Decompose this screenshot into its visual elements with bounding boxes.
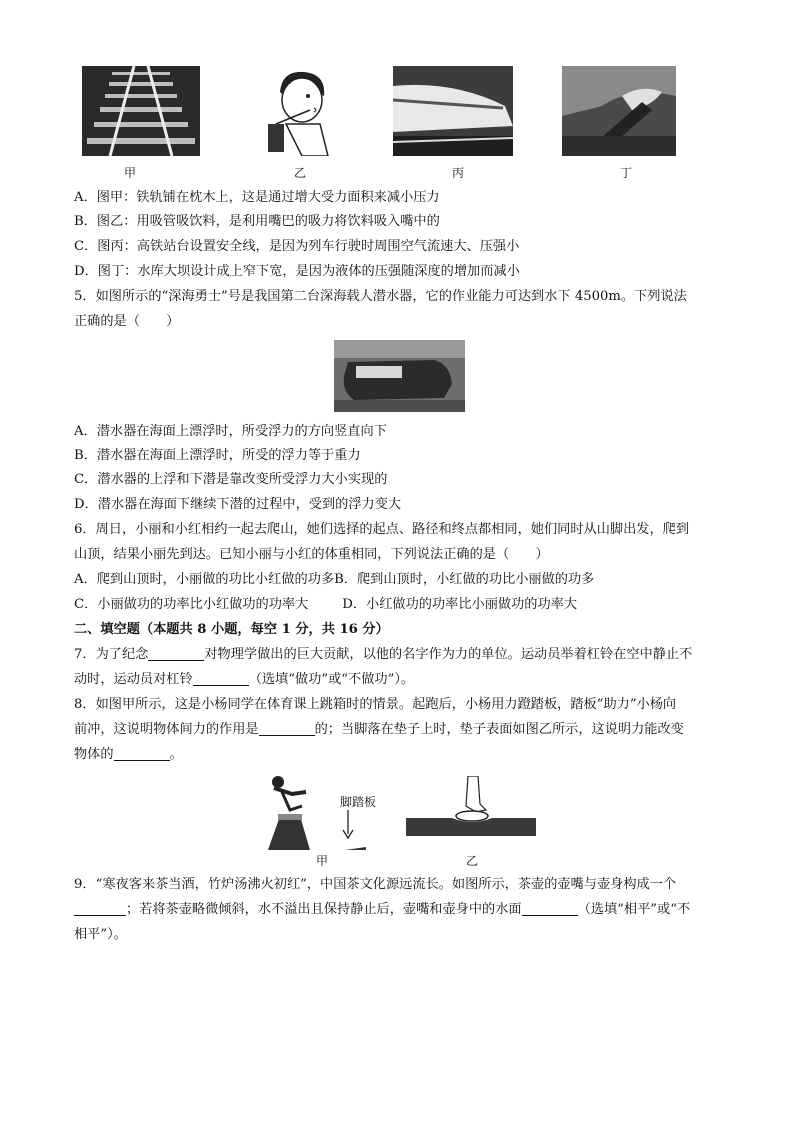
caption-ding: 丁	[619, 166, 632, 180]
dam-illustration	[562, 66, 676, 156]
figure-submersible	[334, 340, 465, 412]
caption-bing: 丙	[451, 166, 464, 180]
q5-option-b: B．潜水器在海面上漂浮时，所受的浮力等于重力	[74, 448, 361, 463]
q8-blank-2	[114, 746, 170, 761]
q6-option-b: B．爬到山顶时，小红做的功比小丽做的功多	[334, 572, 595, 587]
section-2-title: 二、填空题（本题共 8 小题，每空 1 分，共 16 分）	[74, 622, 389, 637]
q6-option-c: C．小丽做功的功率比小红做功的功率大	[74, 597, 309, 612]
q4-option-b: B．图乙：用吸管吸饮料，是利用嘴巴的吸力将饮料吸入嘴中的	[74, 214, 440, 229]
q8-text-d: 。	[169, 747, 183, 762]
q7-line2	[74, 670, 734, 690]
railway-illustration	[82, 66, 200, 156]
caption-q8-jia: 甲	[315, 854, 328, 868]
caption-yi: 乙	[293, 166, 306, 180]
figure-vault-jump	[262, 772, 318, 852]
q4-option-a: A．图甲：铁轨铺在枕木上，这是通过增大受力面积来减小压力	[74, 190, 440, 205]
q9-text-a: ；若将茶壶略微倾斜，水不溢出且保持静止后，壶嘴和壶身中的水面	[126, 902, 522, 917]
q9-blank-2	[522, 901, 578, 916]
q8-text-b: 的；当脚落在垫子上时，垫子表面如图乙所示，这说明力能改变	[314, 722, 684, 737]
q7-blank-2	[193, 671, 249, 686]
q5-stem-line2: 正确的是（ ）	[74, 314, 180, 329]
q6-option-a: A．爬到山顶时，小丽做的功比小红做的功多	[74, 572, 335, 587]
footboard-shape	[334, 840, 366, 850]
q9-blank-1	[74, 901, 126, 916]
figure-bullet-train	[393, 66, 513, 156]
q7-text-d: （选填“做功”或“不做功”）。	[248, 672, 415, 687]
q8-text-a: 前冲，这说明物体间力的作用是	[74, 722, 259, 737]
figure-boy-drinking	[262, 64, 336, 156]
q5-option-a: A．潜水器在海面上漂浮时，所受浮力的方向竖直向下	[74, 424, 387, 439]
q5-stem-line1: 5．如图所示的“深海勇士”号是我国第二台深海载人潜水器，它的作业能力可达到水下 4500m。下列说法	[74, 289, 687, 304]
q5-option-d: D．潜水器在海面下继续下潜的过程中，受到的浮力变大	[74, 497, 402, 512]
q6-options-ab	[74, 570, 734, 590]
q7-line1	[74, 645, 734, 665]
q8-line2	[74, 720, 734, 740]
train-illustration	[393, 66, 513, 156]
q7-blank-1	[148, 646, 204, 661]
figure-dam	[562, 66, 676, 156]
boy-straw-illustration	[262, 64, 336, 156]
q9-line1: 9．“寒夜客来茶当酒，竹炉汤沸火初红”，中国茶文化源远流长。如图所示，茶壶的壶嘴与壶身构成一个	[74, 877, 677, 892]
q9-text-b: （选填“相平”或“不	[577, 902, 691, 917]
q5-option-c: C．潜水器的上浮和下潜是靠改变所受浮力大小实现的	[74, 472, 388, 487]
caption-q8-yi: 乙	[465, 854, 478, 868]
q6-stem-line1: 6．周日，小丽和小红相约一起去爬山，她们选择的起点、路径和终点都相同，她们同时从山脚出发，爬到	[74, 522, 690, 537]
q8-line1: 8．如图甲所示，这是小杨同学在体育课上跳箱时的情景。起跑后，小杨用力蹬踏板，踏板“助力”小杨向	[74, 697, 677, 712]
q6-option-d: D．小红做功的功率比小丽做功的功率大	[342, 597, 578, 612]
vault-illustration	[262, 772, 318, 852]
mat-illustration	[406, 776, 536, 838]
submersible-illustration	[334, 340, 465, 412]
fig-label-footboard: 脚踏板	[339, 795, 376, 809]
q9-line3: 相平”）。	[74, 927, 127, 942]
q7-text-c: 动时，运动员对杠铃	[74, 672, 193, 687]
q7-text-a: 7．为了纪念	[74, 647, 149, 662]
figure-railway-tracks	[82, 66, 200, 156]
caption-jia: 甲	[123, 166, 136, 180]
q6-options-cd	[74, 595, 734, 615]
q4-option-d: D．图丁：水库大坝设计成上窄下宽，是因为液体的压强随深度的增加而减小	[74, 264, 520, 279]
q7-text-b: 对物理学做出的巨大贡献，以他的名字作为力的单位。运动员举着杠铃在空中静止不	[204, 647, 693, 662]
q6-stem-line2: 山顶，结果小丽先到达。已知小丽与小红的体重相同，下列说法正确的是（ ）	[74, 547, 549, 562]
arrow-down-icon	[340, 810, 356, 840]
q8-text-c: 物体的	[74, 747, 114, 762]
figure-foot-on-mat	[406, 776, 536, 838]
q9-line2	[74, 900, 734, 920]
q4-option-c: C．图丙：高铁站台设置安全线，是因为列车行驶时周围空气流速大、压强小	[74, 239, 520, 254]
q8-line3	[74, 745, 734, 765]
q8-blank-1	[259, 721, 315, 736]
